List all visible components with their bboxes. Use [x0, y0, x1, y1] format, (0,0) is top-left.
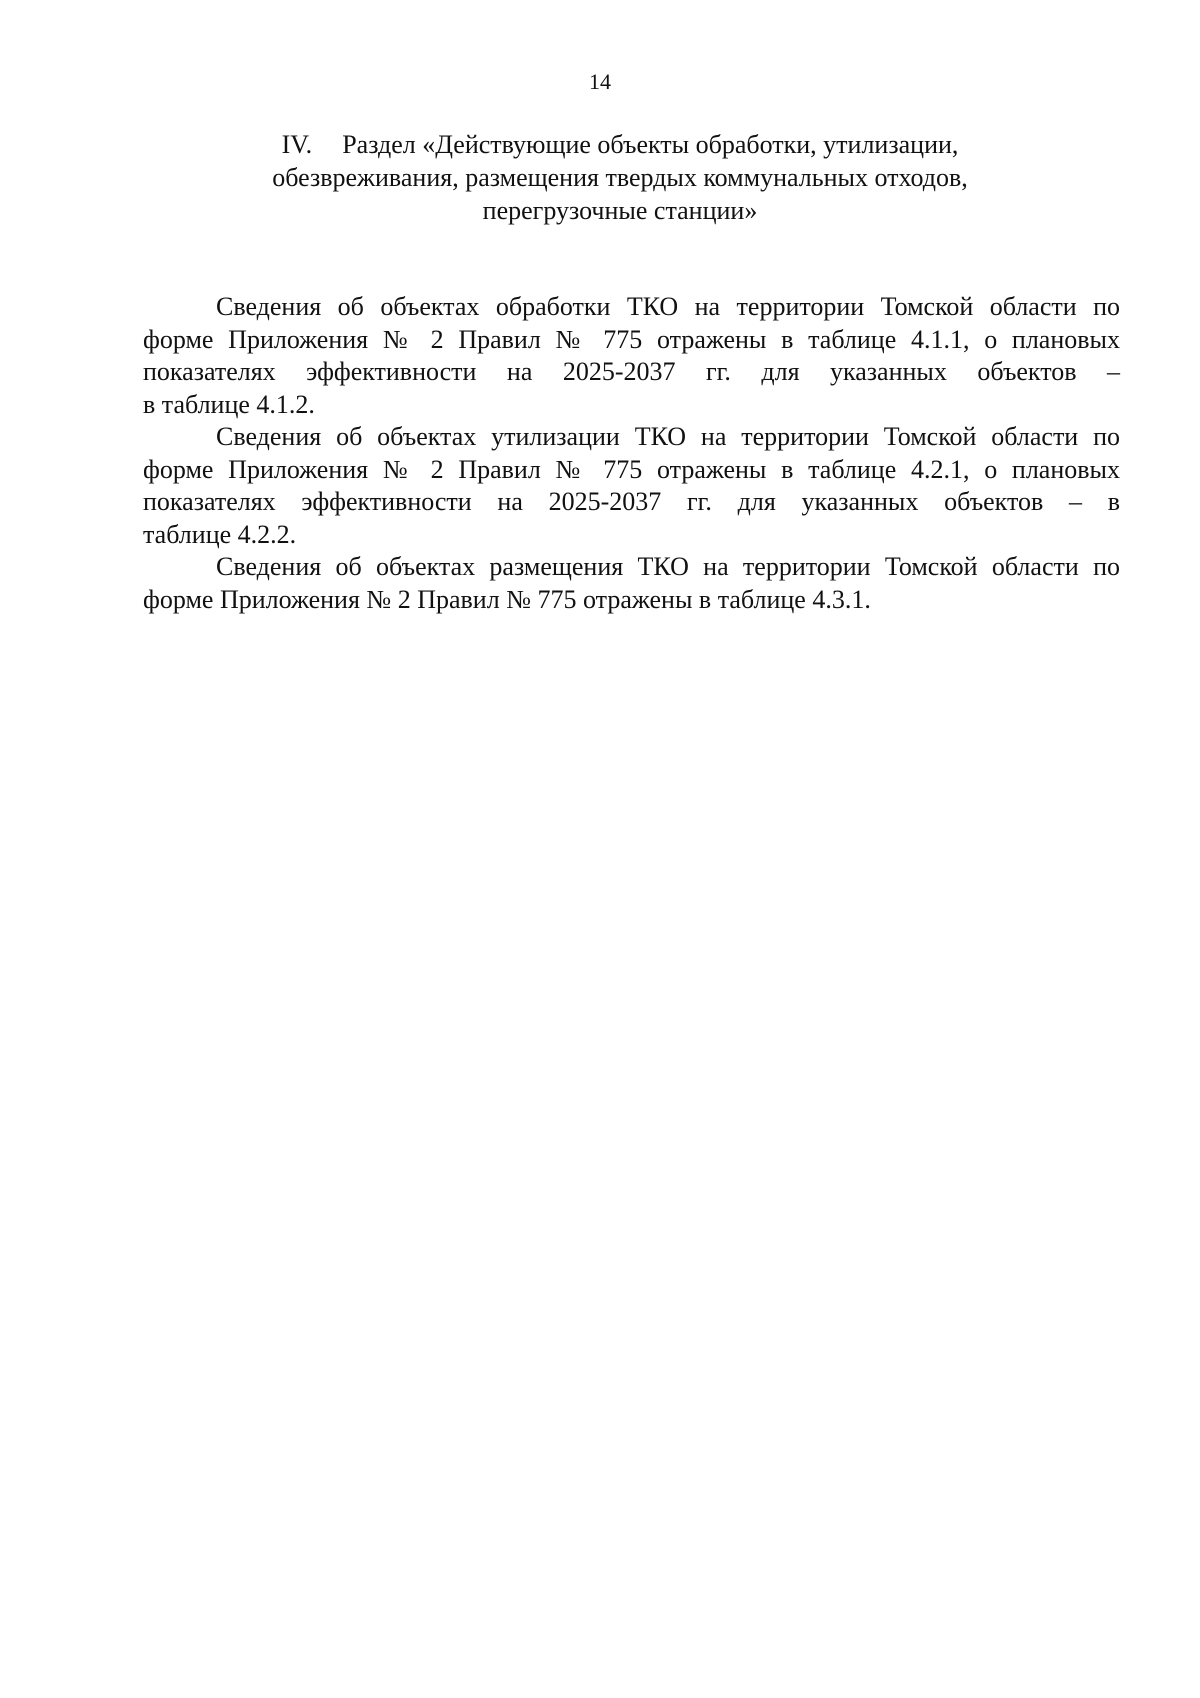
paragraph-line: форме Приложения № 2 Правил № 775 отражены в таблице 4.3.1. — [143, 584, 871, 614]
paragraph-utilization — [143, 421, 1120, 551]
paragraph-placement — [143, 551, 1120, 616]
paragraph-line: Сведения об объектах размещения ТКО на территории Томской области по — [216, 552, 1120, 581]
section-numeral: IV. — [281, 130, 313, 159]
paragraph-line: показателях эффективности на 2025-2037 гг. для указанных объектов – — [143, 357, 1120, 386]
body-text — [143, 291, 1120, 616]
paragraph-line: форме Приложения № 2 Правил № 775 отражены в таблице 4.1.1, о плановых — [143, 324, 1120, 354]
paragraph-line: таблице 4.2.2. — [143, 519, 297, 549]
section-heading-line-1 — [130, 128, 1110, 161]
paragraph-line: Сведения об объектах утилизации ТКО на территории Томской области по — [216, 422, 1120, 451]
paragraph-line: показателях эффективности на 2025-2037 гг. для указанных объектов – в — [143, 487, 1120, 516]
paragraph-line: форме Приложения № 2 Правил № 775 отражены в таблице 4.2.1, о плановых — [143, 454, 1120, 484]
section-heading-line-3: перегрузочные станции» — [482, 196, 758, 225]
section-heading-line-2: обезвреживания, размещения твердых коммунальных отходов, — [272, 163, 968, 192]
section-heading — [130, 128, 1110, 227]
page-number: 14 — [589, 69, 611, 94]
paragraph-processing — [143, 291, 1120, 421]
section-title-part-1: Раздел «Действующие объекты обработки, утилизации, — [342, 130, 959, 159]
paragraph-line: в таблице 4.1.2. — [143, 389, 315, 419]
paragraph-line: Сведения об объектах обработки ТКО на территории Томской области по — [216, 292, 1120, 321]
